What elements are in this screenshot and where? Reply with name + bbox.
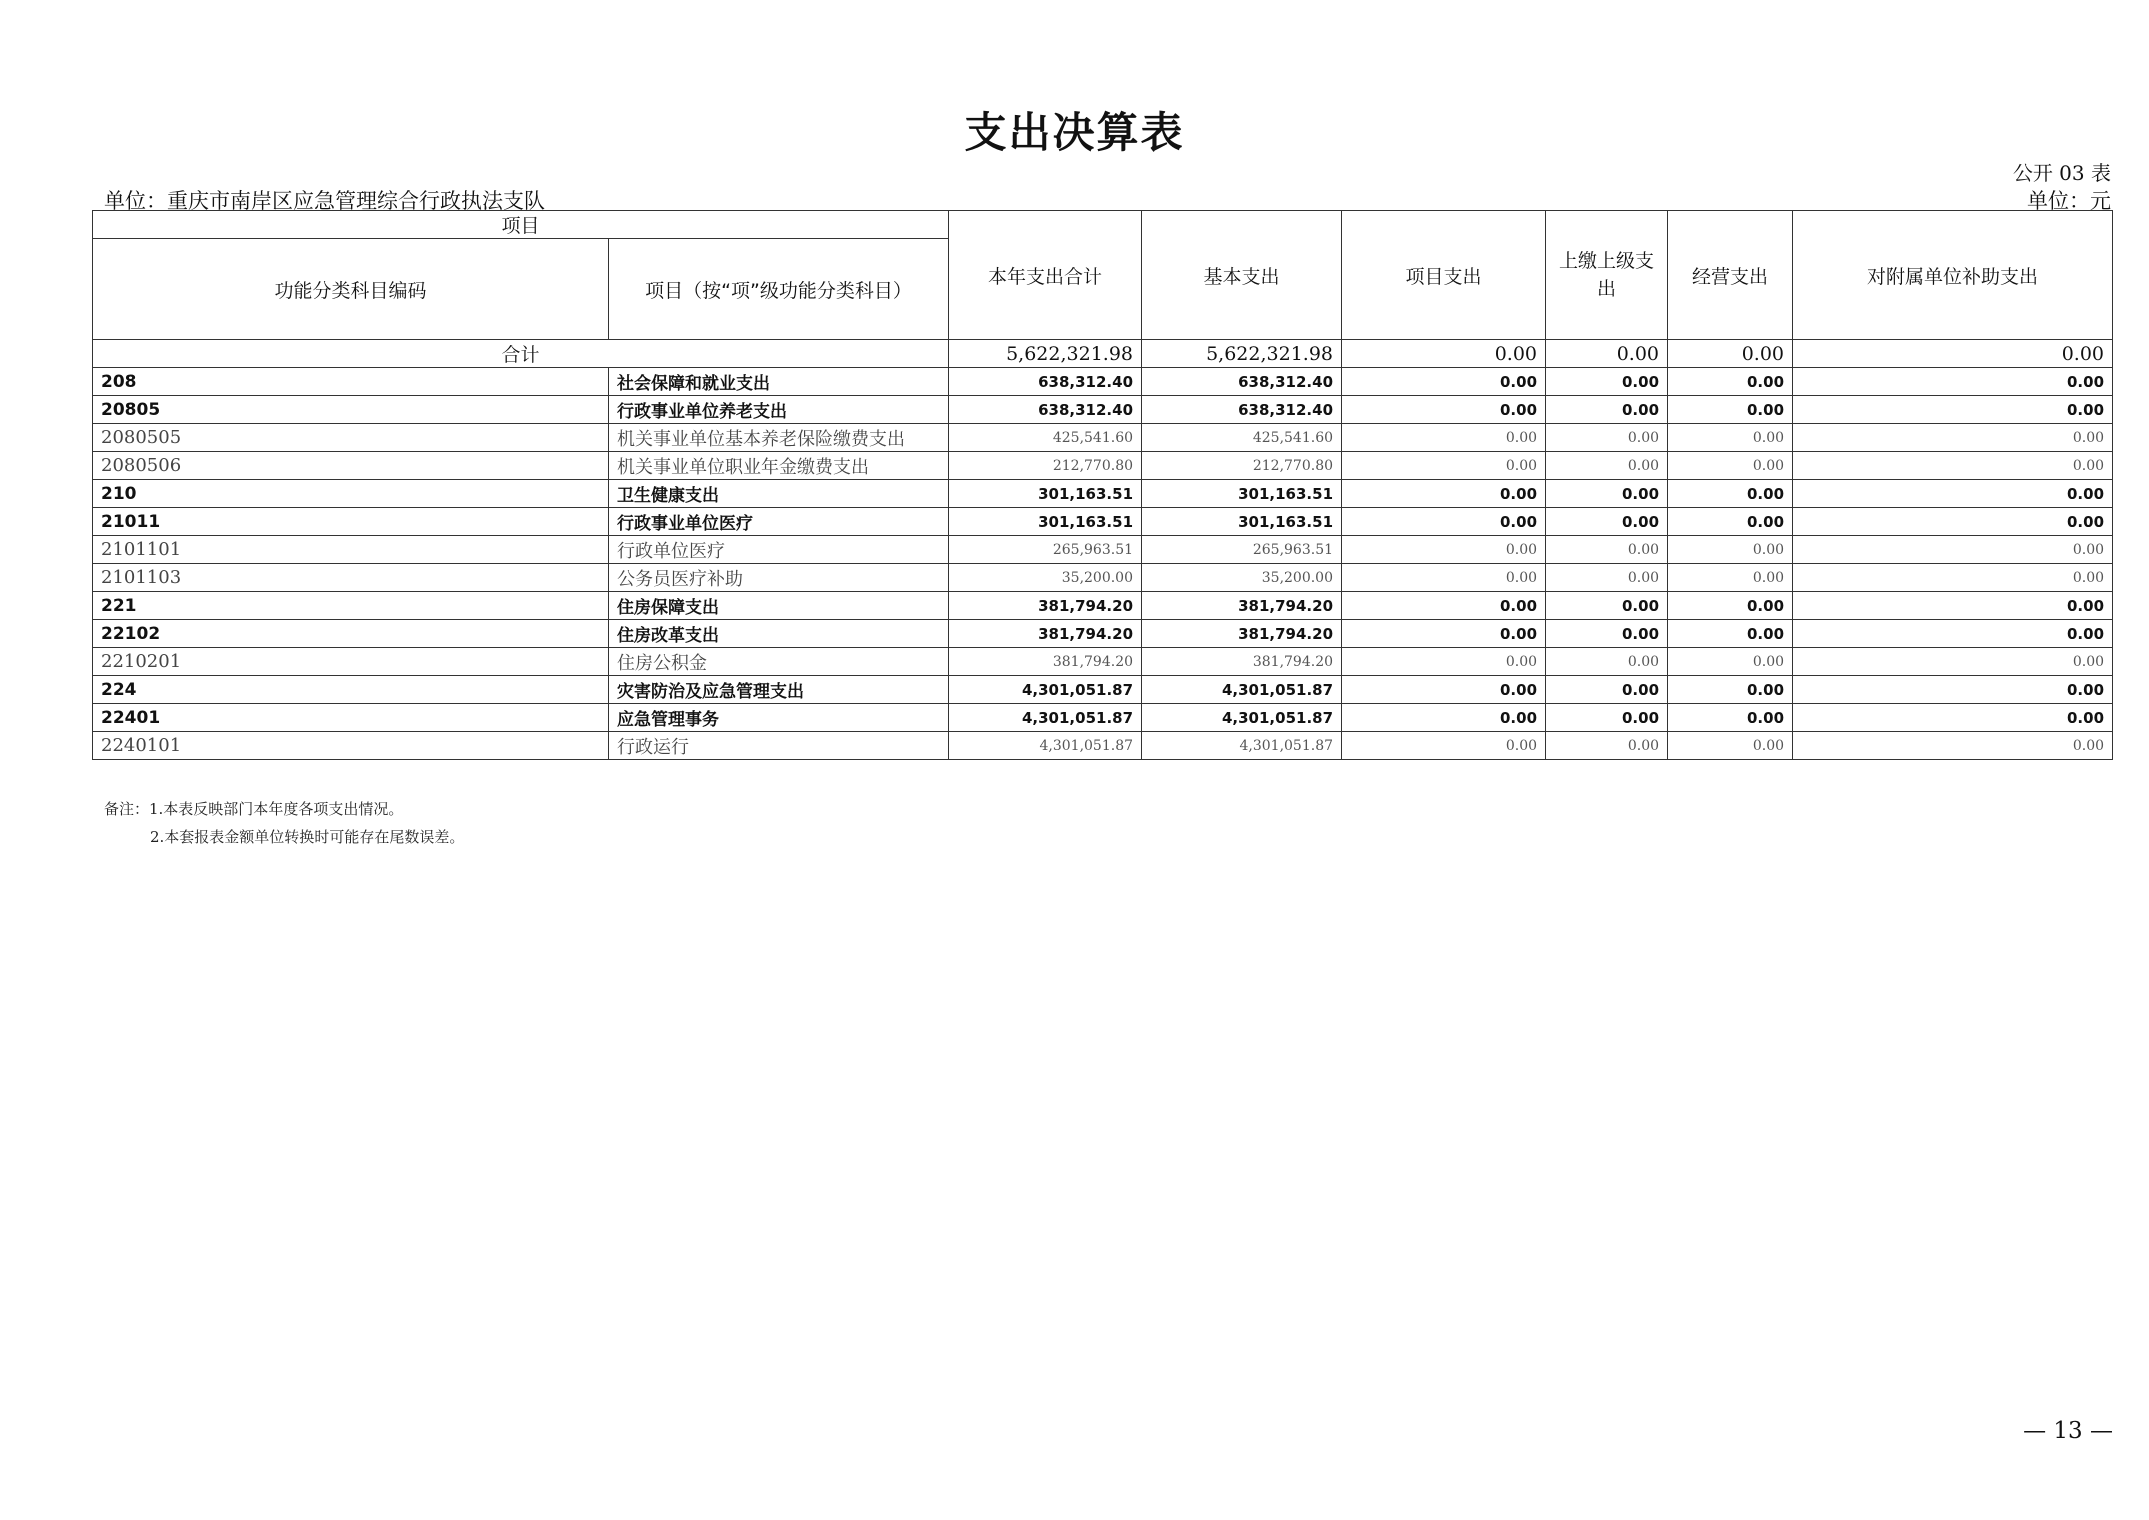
row-value: 0.00	[1546, 732, 1668, 760]
row-code: 2080505	[93, 424, 609, 452]
row-value: 0.00	[1342, 452, 1546, 480]
header-code: 功能分类科目编码	[93, 239, 609, 340]
row-code: 2101103	[93, 564, 609, 592]
table-row	[93, 480, 2113, 508]
row-name: 社会保障和就业支出	[609, 368, 949, 396]
total-cell: 0.00	[1546, 340, 1668, 368]
row-name: 机关事业单位基本养老保险缴费支出	[609, 424, 949, 452]
row-value: 0.00	[1793, 648, 2113, 676]
row-value: 301,163.51	[1142, 480, 1342, 508]
row-value: 0.00	[1668, 508, 1793, 536]
header-subsidy: 对附属单位补助支出	[1793, 211, 2113, 340]
table-row	[93, 592, 2113, 620]
row-value: 4,301,051.87	[1142, 704, 1342, 732]
row-value: 638,312.40	[949, 396, 1142, 424]
row-name: 住房公积金	[609, 648, 949, 676]
row-value: 0.00	[1668, 480, 1793, 508]
row-value: 0.00	[1342, 676, 1546, 704]
note-line: 备注：1.本表反映部门本年度各项支出情况。	[104, 800, 404, 818]
row-code: 20805	[93, 396, 609, 424]
row-value: 381,794.20	[949, 592, 1142, 620]
row-value: 0.00	[1546, 620, 1668, 648]
row-value: 0.00	[1342, 592, 1546, 620]
header-row-top	[93, 211, 2113, 239]
row-value: 4,301,051.87	[1142, 676, 1342, 704]
row-value: 265,963.51	[1142, 536, 1342, 564]
header-project-expenditure: 项目支出	[1342, 211, 1546, 340]
row-value: 0.00	[1342, 536, 1546, 564]
row-value: 381,794.20	[1142, 648, 1342, 676]
row-value: 301,163.51	[1142, 508, 1342, 536]
row-code: 2240101	[93, 732, 609, 760]
row-name: 行政事业单位医疗	[609, 508, 949, 536]
row-value: 0.00	[1793, 620, 2113, 648]
row-value: 0.00	[1342, 480, 1546, 508]
row-value: 0.00	[1546, 592, 1668, 620]
row-value: 0.00	[1342, 620, 1546, 648]
row-value: 638,312.40	[949, 368, 1142, 396]
row-value: 0.00	[1546, 424, 1668, 452]
row-value: 381,794.20	[1142, 620, 1342, 648]
row-value: 0.00	[1342, 368, 1546, 396]
row-value: 0.00	[1342, 564, 1546, 592]
total-cell: 0.00	[1668, 340, 1793, 368]
table-row	[93, 620, 2113, 648]
row-value: 0.00	[1546, 704, 1668, 732]
row-name: 住房保障支出	[609, 592, 949, 620]
table-row	[93, 648, 2113, 676]
row-value: 0.00	[1668, 536, 1793, 564]
row-value: 0.00	[1546, 536, 1668, 564]
row-value: 35,200.00	[1142, 564, 1342, 592]
row-value: 0.00	[1546, 648, 1668, 676]
row-value: 4,301,051.87	[1142, 732, 1342, 760]
row-value: 301,163.51	[949, 480, 1142, 508]
row-value: 0.00	[1546, 368, 1668, 396]
row-code: 210	[93, 480, 609, 508]
header-total: 本年支出合计	[949, 211, 1142, 340]
header-project: 项目	[93, 211, 949, 239]
total-cell: 5,622,321.98	[949, 340, 1142, 368]
row-value: 0.00	[1546, 564, 1668, 592]
row-value: 0.00	[1668, 648, 1793, 676]
note-line: 2.本套报表金额单位转换时可能存在尾数误差。	[150, 828, 465, 846]
row-value: 0.00	[1668, 424, 1793, 452]
row-value: 0.00	[1668, 620, 1793, 648]
row-value: 0.00	[1342, 704, 1546, 732]
row-value: 4,301,051.87	[949, 676, 1142, 704]
row-code: 2080506	[93, 452, 609, 480]
row-value: 0.00	[1342, 396, 1546, 424]
row-name: 公务员医疗补助	[609, 564, 949, 592]
row-name: 机关事业单位职业年金缴费支出	[609, 452, 949, 480]
row-value: 0.00	[1668, 592, 1793, 620]
row-value: 0.00	[1668, 704, 1793, 732]
row-value: 0.00	[1546, 452, 1668, 480]
row-code: 2101101	[93, 536, 609, 564]
total-cell: 5,622,321.98	[1142, 340, 1342, 368]
unit-label: 单位：重庆市南岸区应急管理综合行政执法支队	[104, 189, 545, 213]
row-value: 0.00	[1793, 452, 2113, 480]
row-code: 22401	[93, 704, 609, 732]
row-value: 0.00	[1546, 396, 1668, 424]
table-row	[93, 452, 2113, 480]
row-value: 0.00	[1793, 424, 2113, 452]
table-row	[93, 536, 2113, 564]
row-code: 224	[93, 676, 609, 704]
row-value: 212,770.80	[1142, 452, 1342, 480]
row-value: 425,541.60	[949, 424, 1142, 452]
row-name: 行政事业单位养老支出	[609, 396, 949, 424]
row-value: 381,794.20	[949, 620, 1142, 648]
row-value: 265,963.51	[949, 536, 1142, 564]
row-value: 381,794.20	[1142, 592, 1342, 620]
row-name: 住房改革支出	[609, 620, 949, 648]
notes	[104, 795, 464, 851]
row-value: 638,312.40	[1142, 368, 1342, 396]
row-value: 0.00	[1793, 592, 2113, 620]
row-value: 0.00	[1793, 368, 2113, 396]
row-value: 0.00	[1668, 396, 1793, 424]
row-value: 638,312.40	[1142, 396, 1342, 424]
row-value: 0.00	[1793, 508, 2113, 536]
row-value: 0.00	[1793, 480, 2113, 508]
row-value: 0.00	[1793, 396, 2113, 424]
table-row	[93, 564, 2113, 592]
row-value: 0.00	[1668, 368, 1793, 396]
row-value: 0.00	[1793, 536, 2113, 564]
table-row	[93, 368, 2113, 396]
row-value: 0.00	[1793, 704, 2113, 732]
row-value: 0.00	[1668, 564, 1793, 592]
row-value: 0.00	[1546, 676, 1668, 704]
row-value: 381,794.20	[949, 648, 1142, 676]
row-name: 应急管理事务	[609, 704, 949, 732]
row-code: 22102	[93, 620, 609, 648]
total-row	[93, 340, 2113, 368]
row-value: 0.00	[1668, 732, 1793, 760]
row-name: 灾害防治及应急管理支出	[609, 676, 949, 704]
row-value: 301,163.51	[949, 508, 1142, 536]
form-number: 公开 03 表	[2012, 161, 2111, 185]
row-value: 4,301,051.87	[949, 732, 1142, 760]
row-value: 4,301,051.87	[949, 704, 1142, 732]
page-number: — 13 —	[2023, 1418, 2113, 1444]
row-value: 0.00	[1668, 452, 1793, 480]
row-value: 212,770.80	[949, 452, 1142, 480]
row-code: 21011	[93, 508, 609, 536]
table-row	[93, 704, 2113, 732]
expenditure-table	[92, 210, 2113, 760]
row-value: 0.00	[1793, 732, 2113, 760]
header-business: 经营支出	[1668, 211, 1793, 340]
row-value: 0.00	[1342, 424, 1546, 452]
row-name: 卫生健康支出	[609, 480, 949, 508]
total-cell: 0.00	[1793, 340, 2113, 368]
row-value: 0.00	[1546, 508, 1668, 536]
row-value: 0.00	[1793, 676, 2113, 704]
page-title: 支出决算表	[964, 108, 1185, 157]
row-value: 0.00	[1793, 564, 2113, 592]
header-name: 项目（按“项”级功能分类科目）	[609, 239, 949, 340]
table-row	[93, 732, 2113, 760]
row-name: 行政单位医疗	[609, 536, 949, 564]
total-label: 合计	[93, 340, 949, 368]
table-row	[93, 676, 2113, 704]
header-upper-payment: 上缴上级支出	[1546, 211, 1668, 340]
total-cell: 0.00	[1342, 340, 1546, 368]
row-name: 行政运行	[609, 732, 949, 760]
row-value: 0.00	[1546, 480, 1668, 508]
row-value: 0.00	[1342, 732, 1546, 760]
table-row	[93, 424, 2113, 452]
header-basic: 基本支出	[1142, 211, 1342, 340]
table-row	[93, 396, 2113, 424]
currency-label: 单位：元	[2027, 189, 2111, 213]
row-code: 2210201	[93, 648, 609, 676]
row-value: 35,200.00	[949, 564, 1142, 592]
row-value: 0.00	[1342, 508, 1546, 536]
table-row	[93, 508, 2113, 536]
row-code: 208	[93, 368, 609, 396]
row-value: 425,541.60	[1142, 424, 1342, 452]
row-code: 221	[93, 592, 609, 620]
row-value: 0.00	[1668, 676, 1793, 704]
row-value: 0.00	[1342, 648, 1546, 676]
